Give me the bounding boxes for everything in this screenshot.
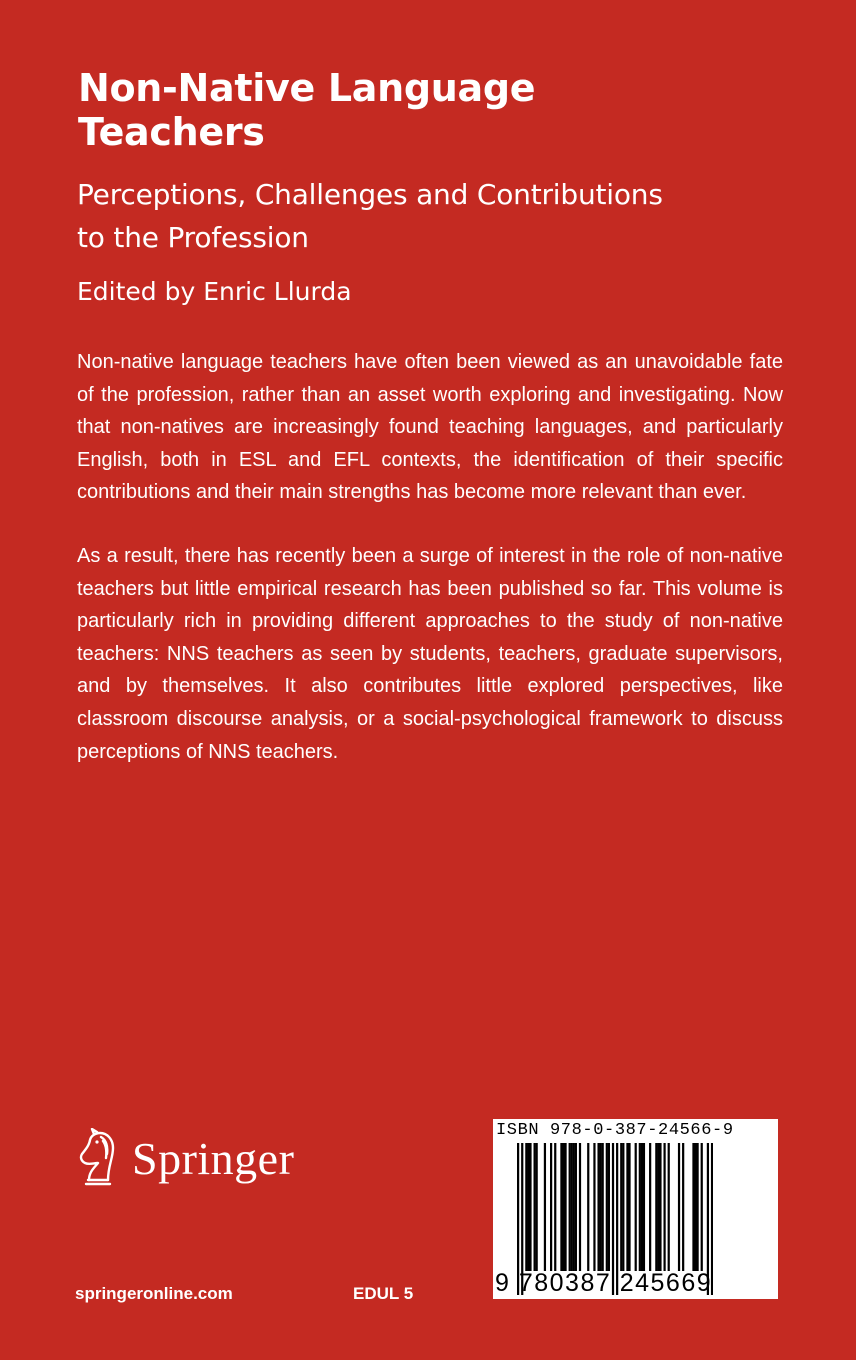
barcode-bar	[564, 1143, 566, 1271]
barcode-bar	[655, 1143, 657, 1271]
barcode-bar	[663, 1143, 665, 1271]
barcode-bar	[606, 1143, 608, 1271]
barcode-bar	[639, 1143, 641, 1271]
barcode-bar	[657, 1143, 659, 1271]
barcode-bar	[529, 1143, 531, 1271]
barcode-bar	[573, 1143, 575, 1271]
barcode-bar	[544, 1143, 546, 1271]
editor-credit: Edited by Enric Llurda	[77, 277, 352, 306]
description-paragraph-2: As a result, there has recently been a surge of interest in the role of non-native teachers but little empirical research has been published so far. This volume is particularly rich in providing different approaches to the study of non-native teachers: NNS teachers as seen by students, teachers, graduate supervisors, and by themselves. It also contributes little explored perspectives, like classroom discourse analysis, or a social-psychological framework to discuss perceptions of NNS teachers.	[77, 545, 783, 763]
barcode-bar	[694, 1143, 696, 1271]
barcode-bar	[628, 1143, 630, 1271]
barcode-digits: 9 780387 245669	[495, 1269, 713, 1297]
barcode-bar	[593, 1143, 595, 1271]
isbn-barcode	[493, 1119, 778, 1299]
barcode-bar	[696, 1143, 698, 1271]
barcode-bar	[597, 1143, 599, 1271]
barcode-bar	[643, 1143, 645, 1271]
barcode-bar	[649, 1143, 651, 1271]
barcode-bar	[550, 1143, 552, 1271]
barcode-bar	[536, 1143, 538, 1271]
barcode-bar	[571, 1143, 573, 1271]
barcode-bar	[525, 1143, 527, 1271]
barcode-bar	[692, 1143, 694, 1271]
barcode-bar	[534, 1143, 536, 1271]
barcode-bar	[659, 1143, 661, 1271]
barcode-bar	[668, 1143, 670, 1271]
barcode-bar	[587, 1143, 589, 1271]
barcode-bar	[602, 1143, 604, 1271]
publisher-logo	[74, 1128, 294, 1190]
knight-chess-piece-icon	[74, 1128, 120, 1190]
book-title: Non-Native Language Teachers	[78, 66, 536, 154]
barcode-bar	[600, 1143, 602, 1271]
barcode-bar	[569, 1143, 571, 1271]
barcode-bar	[527, 1143, 529, 1271]
publisher-name: Springer	[132, 1133, 295, 1184]
isbn-label: ISBN 978-0-387-24566-9	[496, 1121, 734, 1140]
barcode-bar	[560, 1143, 562, 1271]
publisher-website: springeronline.com	[75, 1284, 233, 1303]
barcode-bar	[554, 1143, 556, 1271]
description-paragraph-1: Non-native language teachers have often been viewed as an unavoidable fate of the profession, rather than an asset worth exploring and investigating. Now that non-natives are increasingly found teaching languages, and particularly English, both in ESL and EFL contexts, the identification of their specific contributions and their main strengths has become more relevant than ever.	[77, 351, 783, 504]
barcode-bar	[608, 1143, 610, 1271]
barcode-bar	[641, 1143, 643, 1271]
barcode-bar	[701, 1143, 703, 1271]
barcode-bar	[678, 1143, 680, 1271]
barcode-bar	[575, 1143, 577, 1271]
series-code: EDUL 5	[353, 1284, 414, 1303]
barcode-bar	[626, 1143, 628, 1271]
barcode-bar	[682, 1143, 684, 1271]
book-subtitle: Perceptions, Challenges and Contributions to the Profession	[77, 178, 663, 254]
barcode-bar	[620, 1143, 622, 1271]
barcode-bar	[562, 1143, 564, 1271]
barcode-bar	[635, 1143, 637, 1271]
barcode-bar	[622, 1143, 624, 1271]
barcode-bar	[579, 1143, 581, 1271]
